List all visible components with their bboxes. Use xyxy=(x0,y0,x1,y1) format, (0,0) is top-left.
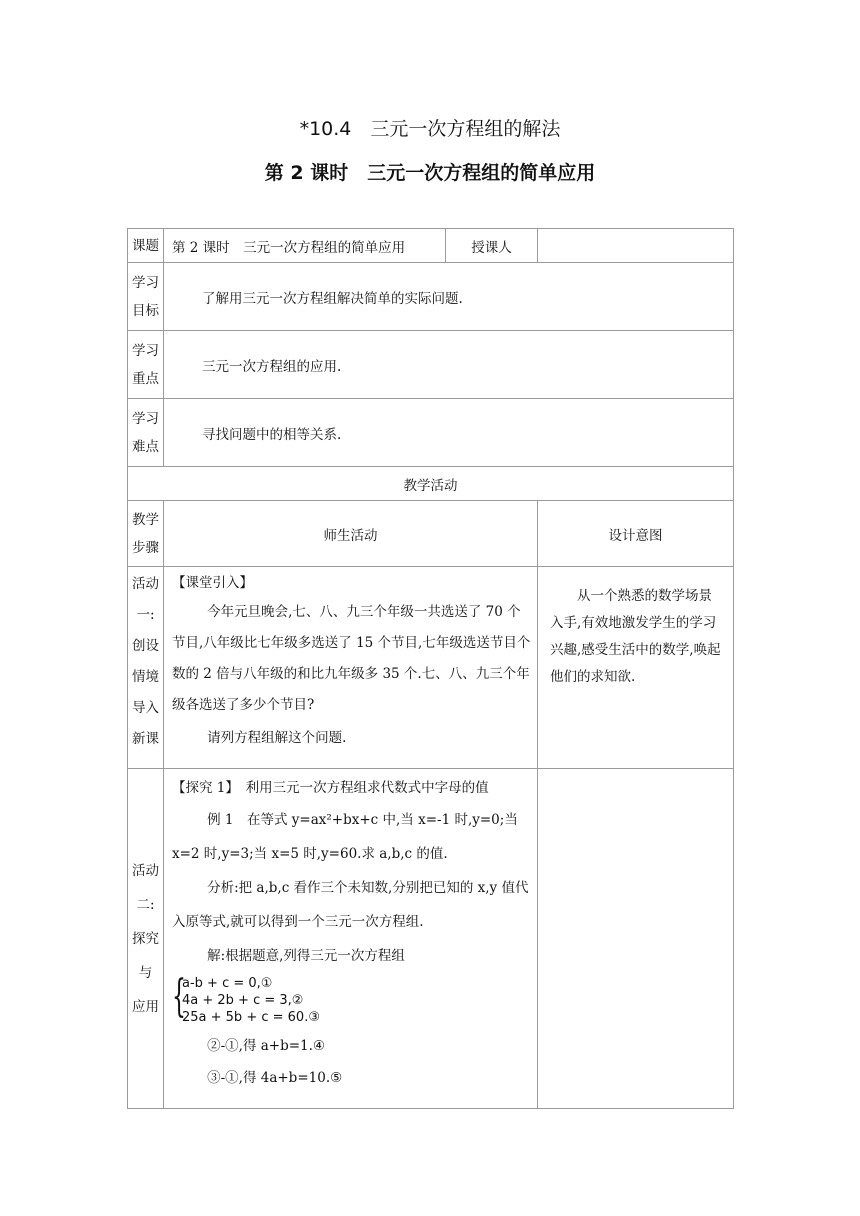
activity1-paragraph: 今年元旦晚会,七、八、九三个年级一共选送了 70 个节目,八年级比七年级多选送了 15 个节目,七年级选送节目个数的 2 倍与八年级的和比九年级多 35 个.七、八、九三个年级各选送了多少个节目? xyxy=(172,604,531,713)
activity2-label-line: 二: xyxy=(136,896,155,913)
teacher-value xyxy=(538,229,734,263)
equation-system xyxy=(172,971,531,1026)
example-text: 例 1 在等式 y=ax²+bx+c 中,当 x=-1 时,y=0;当 x=2 时,y=3;当 x=5 时,y=60.求 a,b,c 的值. xyxy=(172,812,518,862)
topic-value: 第 2 课时 三元一次方程组的简单应用 xyxy=(164,229,446,263)
solution-intro: 解:根据题意,列得三元一次方程组 xyxy=(207,948,405,964)
teacher-label: 授课人 xyxy=(446,229,538,263)
solution-step1: ②-①,得 a+b=1.④ xyxy=(207,1038,326,1054)
activity1-label-line: 导入 xyxy=(132,700,159,716)
goal-label-line: 目标 xyxy=(132,302,159,319)
steps-label-line: 步骤 xyxy=(132,539,159,556)
goal-value: 了解用三元一次方程组解决简单的实际问题. xyxy=(164,263,734,331)
goal-label-line: 学习 xyxy=(132,274,159,291)
activities-header-row xyxy=(128,467,734,501)
difficulty-row xyxy=(128,399,734,467)
difficulty-label-line: 学习 xyxy=(132,410,159,427)
key-label xyxy=(128,331,164,399)
activity1-label-line: 新课 xyxy=(132,731,159,747)
activity1-prompt: 请列方程组解这个问题. xyxy=(207,730,347,746)
activity2-section-title: 【探究 1】 利用三元一次方程组求代数式中字母的值 xyxy=(172,780,489,796)
activity1-label-line: 创设 xyxy=(132,638,159,654)
activity1-label-line: 活动 xyxy=(132,576,159,592)
activity1-section-title: 【课堂引入】 xyxy=(172,575,253,591)
column-header-row xyxy=(128,501,734,567)
activity1-label-line: 情境 xyxy=(132,669,159,685)
key-label-line: 重点 xyxy=(132,370,159,387)
steps-label xyxy=(128,501,164,567)
topic-label: 课题 xyxy=(128,229,164,263)
equation-line: a-b + c = 0,① xyxy=(182,976,273,991)
equation-line: 4a + 2b + c = 3,② xyxy=(182,993,304,1008)
design-header: 设计意图 xyxy=(538,501,734,567)
activities-header: 教学活动 xyxy=(128,467,734,501)
difficulty-label-line: 难点 xyxy=(132,438,159,455)
activity1-row xyxy=(128,567,734,769)
activity1-design: 从一个熟悉的数学场景入手,有效地激发学生的学习兴趣,感受生活中的数学,唤起他们的求知欲. xyxy=(538,567,734,769)
activity2-label-line: 应用 xyxy=(132,998,159,1015)
goal-label xyxy=(128,263,164,331)
activity2-label xyxy=(128,769,164,1109)
brace-symbol: { xyxy=(172,971,186,1022)
activity2-design xyxy=(538,769,734,1109)
equation-lines xyxy=(182,975,320,1026)
activity2-row xyxy=(128,769,734,1109)
lesson-plan-table xyxy=(127,228,734,1109)
solution-step2: ③-①,得 4a+b=10.⑤ xyxy=(207,1070,343,1086)
activity2-label-line: 与 xyxy=(138,964,153,981)
activity1-content xyxy=(164,567,538,769)
activity2-label-line: 活动 xyxy=(132,862,159,879)
key-row xyxy=(128,331,734,399)
activity1-label xyxy=(128,567,164,769)
activity1-label-line: 一: xyxy=(136,607,155,623)
topic-row xyxy=(128,229,734,263)
key-label-line: 学习 xyxy=(132,342,159,359)
difficulty-label xyxy=(128,399,164,467)
activity2-content xyxy=(164,769,538,1109)
steps-label-line: 教学 xyxy=(132,511,159,528)
key-value: 三元一次方程组的应用. xyxy=(164,331,734,399)
goal-row xyxy=(128,263,734,331)
activity2-label-line: 探究 xyxy=(132,930,159,947)
analysis-text: 分析:把 a,b,c 看作三个未知数,分别把已知的 x,y 值代入原等式,就可以得到一个三元一次方程组. xyxy=(172,880,529,930)
difficulty-value: 寻找问题中的相等关系. xyxy=(164,399,734,467)
page-title: *10.4 三元一次方程组的解法 xyxy=(299,118,561,140)
teacher-student-header: 师生活动 xyxy=(164,501,538,567)
page-subtitle: 第 2 课时 三元一次方程组的简单应用 xyxy=(264,162,596,184)
equation-line: 25a + 5b + c = 60.③ xyxy=(182,1010,320,1025)
